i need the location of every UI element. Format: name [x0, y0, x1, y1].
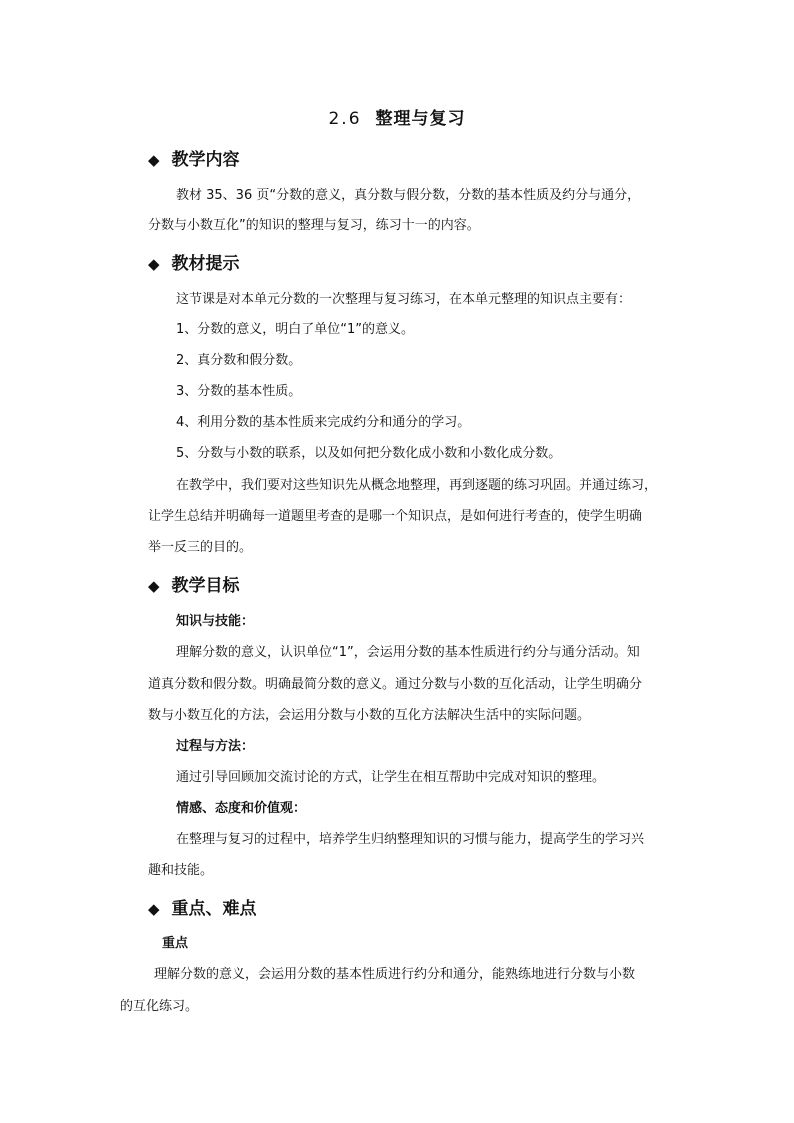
section-heading-content: ◆ 教学内容: [148, 150, 240, 170]
process-text: 通过引导回顾加交流讨论的方式，让学生在相互帮助中完成对知识的整理。: [176, 770, 606, 785]
hint-item-5: 5、分数与小数的联系，以及如何把分数化成小数和小数化成分数。: [176, 446, 562, 461]
key-line-1: 理解分数的意义，会运用分数的基本性质进行约分和通分，能熟练地进行分数与小数: [154, 967, 636, 982]
hint-item-2: 2、真分数和假分数。: [176, 353, 302, 368]
knowledge-label: 知识与技能：: [176, 614, 255, 629]
emotion-line-2: 趣和技能。: [148, 863, 214, 878]
hint-item-3: 3、分数的基本性质。: [176, 384, 302, 399]
diamond-bullet-icon: ◆: [148, 151, 160, 169]
hint-para-line-3: 举一反三的目的。: [148, 540, 253, 555]
section-heading-hint: ◆ 教材提示: [148, 254, 240, 274]
content-line-2: 分数与小数互化”的知识的整理与复习，练习十一的内容。: [148, 218, 480, 233]
title-number: 2.6: [328, 109, 362, 129]
hint-item-4: 4、利用分数的基本性质来完成约分和通分的学习。: [176, 415, 471, 430]
title-text: 整理与复习: [375, 109, 466, 129]
knowledge-line-3: 数与小数互化的方法，会运用分数与小数的互化方法解决生活中的实际问题。: [148, 708, 591, 723]
knowledge-line-1: 理解分数的意义，认识单位“1”，会运用分数的基本性质进行约分与通分活动。知: [176, 645, 640, 660]
key-line-2: 的互化练习。: [120, 999, 199, 1014]
page-title: [0, 104, 794, 129]
section-heading-key: ◆ 重点、难点: [148, 899, 257, 919]
knowledge-line-2: 道真分数和假分数。明确最简分数的意义。通过分数与小数的互化活动，让学生明确分: [148, 677, 643, 692]
emotion-line-1: 在整理与复习的过程中，培养学生归纳整理知识的习惯与能力，提高学生的学习兴: [176, 832, 645, 847]
key-label: 重点: [162, 936, 189, 951]
process-label: 过程与方法：: [176, 739, 255, 754]
hint-intro: 这节课是对本单元分数的一次整理与复习练习，在本单元整理的知识点主要有：: [176, 292, 632, 307]
hint-item-1: 1、分数的意义，明白了单位“1”的意义。: [176, 322, 415, 337]
hint-para-line-1: 在教学中，我们要对这些知识先从概念地整理，再到逐题的练习巩固。并通过练习，: [176, 478, 658, 493]
diamond-bullet-icon: ◆: [148, 900, 160, 918]
emotion-label: 情感、态度和价值观：: [176, 801, 307, 816]
content-line-1: 教材 35、36 页“分数的意义，真分数与假分数，分数的基本性质及约分与通分，: [176, 188, 641, 203]
section-heading-goals: ◆ 教学目标: [148, 576, 240, 596]
diamond-bullet-icon: ◆: [148, 255, 160, 273]
diamond-bullet-icon: ◆: [148, 577, 160, 595]
hint-para-line-2: 让学生总结并明确每一道题里考查的是哪一个知识点，是如何进行考查的，使学生明确: [148, 509, 643, 524]
